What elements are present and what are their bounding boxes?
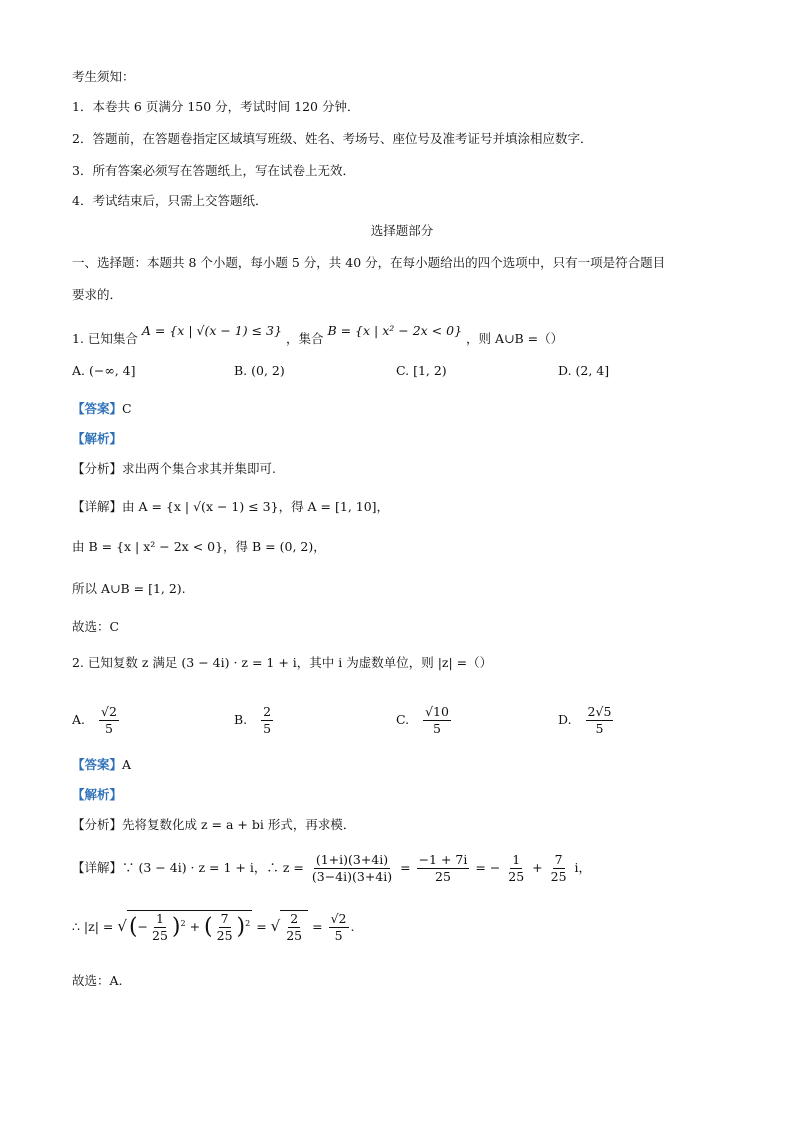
q1-detail-line-2: 由 B = {x | x² − 2x < 0}，得 B = (0, 2)，: [72, 539, 326, 554]
q2-option-a-num: √2: [101, 704, 117, 719]
q1-prefix: 1. 已知集合: [72, 331, 138, 346]
q2-frac-2-den: 25: [435, 869, 451, 884]
question-1-stem: [72, 323, 564, 348]
q1-mid: ，集合: [285, 331, 324, 346]
q1-detail-line-3: 所以 A∪B = [1, 2).: [72, 581, 186, 596]
q2-detail-line-2: [72, 906, 355, 947]
q2-fenxi-line: [72, 816, 355, 834]
notice-item: 1．本卷共 6 页满分 150 分，考试时间 120 分钟．: [72, 99, 360, 114]
part1-instructions-cont: 要求的．: [72, 287, 123, 302]
q2-eq-3: =: [312, 919, 323, 934]
q2-analysis-line: [72, 786, 122, 804]
q2-option-a-den: 5: [104, 721, 113, 736]
question-2-stem: 2. 已知复数 z 满足 (3 − 4i) · z = 1 + i，其中 i 为虚数单位，则 |z| =（）: [72, 655, 493, 670]
q2-answer: A: [122, 757, 132, 772]
q2-frac-3-den: 25: [508, 869, 525, 884]
q2-frac-3b-num: 1: [155, 911, 164, 926]
q1-set-b: B = {x | x² − 2x < 0}: [327, 323, 463, 338]
section-title: 选择题部分: [370, 223, 434, 238]
q2-frac-3-num: 1: [512, 852, 521, 867]
q2-frac-6-den: 5: [334, 928, 343, 943]
q2-option-c-den: 5: [433, 721, 441, 736]
notice-item: 2．答题前，在答题卷指定区域填写班级、姓名、考场号、座位号及准考证号并填涂相应数字．: [72, 131, 593, 146]
detail-tag: 【详解】: [72, 860, 123, 875]
fenxi-tag: 【分析】: [72, 461, 123, 476]
q2-answer-line: [72, 756, 131, 774]
q2-option-c-num: √10: [425, 704, 449, 719]
q2-frac-4b-num: 7: [220, 911, 229, 926]
q2-option-c[interactable]: [396, 704, 453, 737]
analysis-tag: 【解析】: [72, 787, 123, 802]
q2-detail-1-pre: ∵ (3 − 4i) · z = 1 + i，∴ z =: [122, 860, 304, 875]
q2-fenxi: 先将复数化成 z = a + bi 形式，再求模．: [122, 817, 356, 832]
sqrt-icon: √: [270, 917, 281, 935]
q2-frac-3b-den: 25: [152, 928, 168, 943]
q2-eq: =: [400, 860, 411, 875]
q2-option-a[interactable]: [72, 704, 121, 737]
q2-option-b-num: 2: [263, 704, 272, 719]
q2-option-d-label: D.: [558, 712, 572, 727]
q2-detail-2-pre: ∴ |z| =: [72, 919, 114, 934]
q1-choose: 故选：C: [72, 619, 120, 634]
q2-option-d[interactable]: [558, 704, 615, 737]
q1-fenxi: 求出两个集合求其并集即可.: [122, 461, 276, 476]
notice-item: 3．所有答案必须写在答题纸上，写在试卷上无效．: [72, 163, 355, 178]
q2-option-d-den: 5: [595, 721, 604, 736]
q2-frac-4-den: 25: [550, 869, 567, 884]
q2-plus: +: [532, 860, 543, 875]
q1-analysis-line: [72, 430, 122, 448]
q2-frac-2-num: −1 + 7i: [418, 852, 468, 867]
answer-tag: 【答案】: [72, 401, 123, 416]
q2-option-b-den: 5: [263, 721, 272, 736]
q2-option-c-label: C.: [396, 712, 410, 727]
q2-frac-4-num: 7: [554, 852, 563, 867]
q1-set-a: A = {x | √(x − 1) ≤ 3}: [141, 323, 282, 338]
q2-sqrt-body: (− $\frac{1}{25}$ )$^2$ + ( $\frac{7}{25}$ )$^2$: [128, 911, 251, 943]
q2-eq-2: =: [256, 919, 267, 934]
q2-option-a-label: A.: [72, 712, 86, 727]
q1-detail-1: 由 A = {x | √(x − 1) ≤ 3}，得 A = [1, 10]，: [122, 499, 390, 514]
notice-title: 考生须知：: [72, 69, 135, 84]
notice-item: 4．考试结束后，只需上交答题纸．: [72, 193, 268, 208]
q1-answer: C: [122, 401, 132, 416]
q2-option-b-label: B.: [234, 712, 248, 727]
part1-instructions: 一、选择题：本题共 8 个小题，每小题 5 分，共 40 分，在每小题给出的四个选项中，只有一项是符合题目: [72, 255, 666, 270]
q2-frac-1-num: (1+i)(3+4i): [315, 852, 389, 867]
q2-frac-5-den: 25: [286, 928, 303, 943]
q1-option-d[interactable]: D. (2, 4]: [558, 363, 610, 378]
q2-detail-1-end: i，: [574, 860, 592, 875]
q2-option-b[interactable]: [234, 704, 275, 737]
q2-option-d-num: 2√5: [587, 704, 612, 719]
q1-detail-line: [72, 498, 389, 516]
q2-frac-5-num: 2: [290, 911, 299, 926]
q1-suffix: ，则 A∪B =（）: [466, 331, 564, 346]
question-1-options: [72, 362, 732, 382]
q2-frac-1-den: (3−4i)(3+4i): [311, 869, 393, 884]
q2-mid: = −: [475, 860, 501, 875]
q1-fenxi-line: [72, 460, 276, 478]
q1-option-c[interactable]: C. [1, 2): [396, 363, 447, 378]
q1-option-a[interactable]: A. (−∞, 4]: [72, 363, 136, 378]
q1-answer-line: [72, 400, 132, 418]
q2-detail-line-1: [72, 848, 591, 888]
question-2-options: [72, 696, 732, 736]
fenxi-tag: 【分析】: [72, 817, 123, 832]
q1-option-b[interactable]: B. (0, 2): [234, 363, 285, 378]
analysis-tag: 【解析】: [72, 431, 123, 446]
q2-choose: 故选：A.: [72, 973, 123, 988]
q2-frac-6-num: √2: [330, 911, 347, 926]
q2-detail-2-end: .: [350, 919, 355, 934]
sqrt-icon: √: [117, 917, 127, 935]
detail-tag: 【详解】: [72, 499, 123, 514]
answer-tag: 【答案】: [72, 757, 123, 772]
q2-frac-4b-den: 25: [216, 928, 233, 943]
